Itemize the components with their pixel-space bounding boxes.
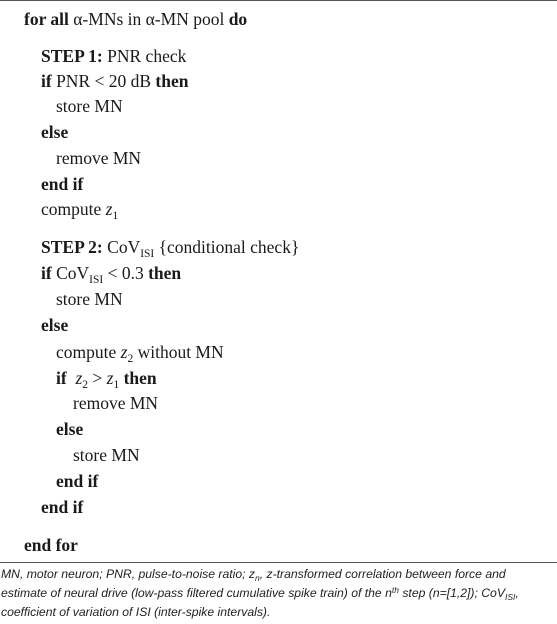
step1-then-keyword: then bbox=[155, 71, 189, 91]
step1-remove-line bbox=[56, 148, 141, 168]
loop-text: α-MNs in α-MN pool bbox=[68, 9, 229, 29]
step2-label: STEP 2: bbox=[41, 237, 103, 257]
step2-heading bbox=[41, 237, 300, 260]
step2-store-text: store MN bbox=[56, 289, 123, 309]
footnote-part4: , coefficient of variation of ISI (inter-spike intervals). bbox=[1, 586, 519, 619]
step1-store-line bbox=[56, 96, 123, 116]
step2-compute-tail: without MN bbox=[133, 342, 224, 362]
inner-gt: > bbox=[88, 368, 107, 388]
inner-store-text: store MN bbox=[73, 445, 140, 465]
step2-if-cov: CoV bbox=[51, 263, 90, 283]
step2-then-keyword: then bbox=[148, 263, 182, 283]
footnote-zn-subscript: n bbox=[255, 573, 260, 583]
step2-else-line bbox=[41, 315, 68, 335]
inner-z1-variable: z bbox=[106, 368, 114, 388]
inner-remove-text: remove MN bbox=[73, 393, 159, 413]
inner-endif-keyword: end if bbox=[56, 471, 99, 491]
step1-endif-line bbox=[41, 174, 83, 194]
z2-subscript: 2 bbox=[127, 353, 134, 365]
step2-if-line bbox=[41, 263, 182, 286]
step2-compute-text: compute bbox=[56, 342, 121, 362]
z1-variable: z bbox=[105, 199, 113, 219]
step2-compute-line bbox=[56, 342, 224, 365]
inner-z2-variable: z bbox=[75, 368, 83, 388]
step2-inner-endif-line bbox=[56, 471, 98, 491]
step2-cond-text: {conditional check} bbox=[154, 237, 300, 257]
step2-else-keyword: else bbox=[41, 315, 69, 335]
step1-else-line bbox=[41, 122, 68, 142]
step2-if-keyword: if bbox=[41, 263, 52, 283]
step1-remove-text: remove MN bbox=[56, 148, 142, 168]
step2-inner-remove-line bbox=[73, 393, 158, 413]
loop-end-line bbox=[24, 535, 78, 555]
inner-else-keyword: else bbox=[56, 419, 84, 439]
step2-if-cov-subscript: ISI bbox=[89, 274, 104, 286]
step2-inner-if-line bbox=[56, 368, 157, 391]
step2-inner-else-line bbox=[56, 419, 83, 439]
bottom-rule bbox=[0, 562, 557, 563]
for-all-keyword: for all bbox=[24, 9, 69, 29]
z2-variable: z bbox=[120, 342, 128, 362]
inner-z2-subscript: 2 bbox=[82, 379, 89, 391]
step1-compute-line bbox=[41, 199, 119, 222]
step1-endif-keyword: end if bbox=[41, 174, 84, 194]
step1-if-keyword: if bbox=[41, 71, 52, 91]
step1-store-text: store MN bbox=[56, 96, 123, 116]
z1-subscript: 1 bbox=[112, 210, 119, 222]
inner-z1-subscript: 1 bbox=[113, 379, 120, 391]
step1-if-line bbox=[41, 71, 188, 91]
footnote-part3: step (n=[1,2]); CoV bbox=[398, 586, 505, 600]
footnote-nth-superscript: th bbox=[391, 585, 399, 595]
top-rule bbox=[0, 0, 557, 1]
footnote-cov-subscript: ISI bbox=[504, 592, 516, 602]
end-for-keyword: end for bbox=[24, 535, 78, 555]
step2-cov-text: CoV bbox=[102, 237, 141, 257]
step1-if-condition: PNR < 20 dB bbox=[51, 71, 156, 91]
step2-store-line bbox=[56, 289, 123, 309]
loop-header bbox=[24, 9, 247, 29]
step2-if-condition: < 0.3 bbox=[103, 263, 149, 283]
step2-cov-subscript: ISI bbox=[140, 248, 155, 260]
footnote-part2: , z-transformed correlation between force and estimate of neural drive (low-pass filtered cumulative spike train) of the n bbox=[1, 567, 506, 600]
step2-outer-endif-line bbox=[41, 497, 83, 517]
step1-label: STEP 1: bbox=[41, 46, 103, 66]
footnote-part1: MN, motor neuron; PNR, pulse-to-noise ratio; z bbox=[1, 567, 256, 581]
step2-inner-store-line bbox=[73, 445, 140, 465]
inner-then-keyword: then bbox=[123, 368, 157, 388]
table-footnote bbox=[1, 565, 555, 622]
do-keyword: do bbox=[228, 9, 248, 29]
step1-text: PNR check bbox=[102, 46, 187, 66]
step1-compute-text: compute bbox=[41, 199, 106, 219]
outer-endif-keyword: end if bbox=[41, 497, 84, 517]
step1-heading bbox=[41, 46, 186, 66]
inner-if-keyword: if bbox=[56, 368, 67, 388]
step1-else-keyword: else bbox=[41, 122, 69, 142]
